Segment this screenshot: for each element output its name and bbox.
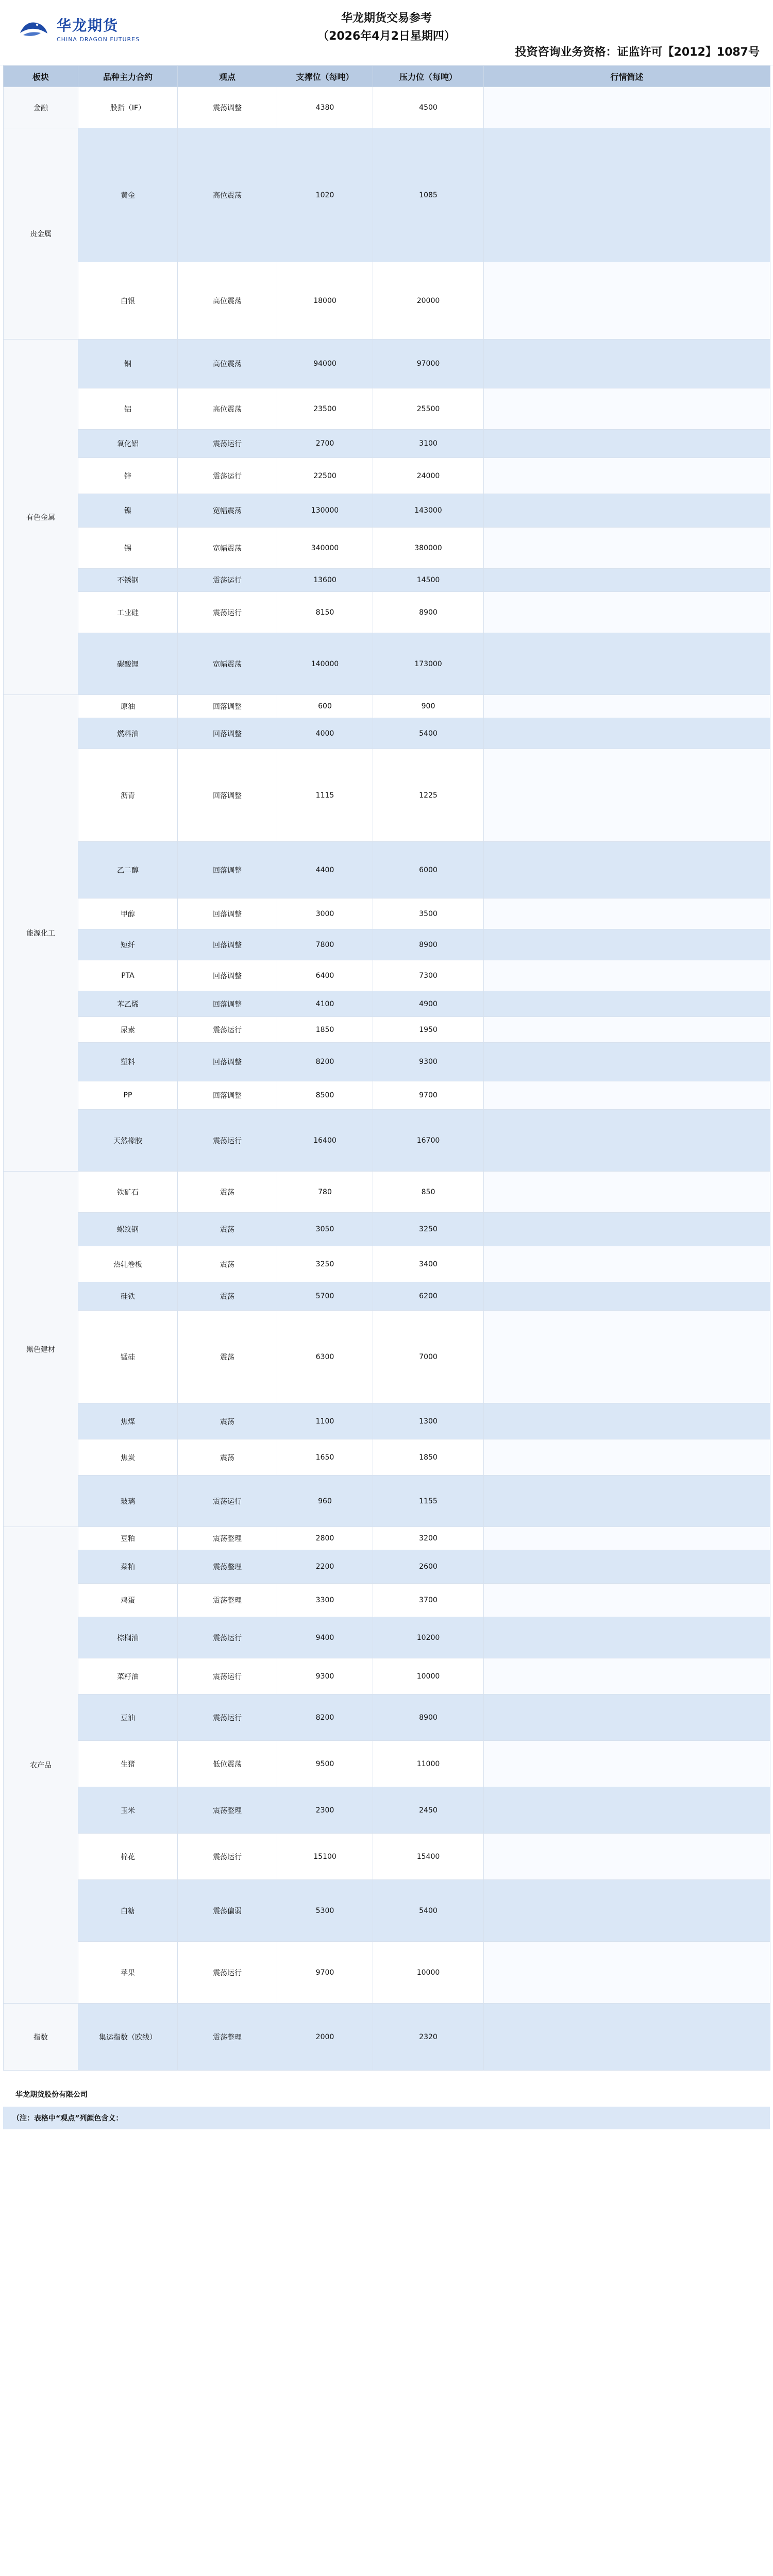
- product-cell: 燃料油: [78, 718, 178, 749]
- view-cell: 回落调整: [178, 960, 277, 991]
- table-row: [4, 1527, 770, 1550]
- view-cell: 震荡运行: [178, 592, 277, 633]
- resistance-cell: 4900: [373, 991, 484, 1017]
- support-cell: 8500: [277, 1081, 373, 1110]
- view-cell: 震荡运行: [178, 430, 277, 458]
- color-legend: [3, 2107, 770, 2129]
- header-support: 支撑位（每吨）: [277, 66, 373, 87]
- legend-tags: [123, 2114, 147, 2122]
- table-row: [4, 430, 770, 458]
- report-date: （2026年4月2日星期四）: [317, 30, 456, 43]
- support-cell: 780: [277, 1172, 373, 1213]
- sector-cell: 能源化工: [4, 695, 78, 1172]
- logic-cell: [484, 494, 770, 528]
- table-row: [4, 1439, 770, 1476]
- resistance-cell: 11000: [373, 1741, 484, 1787]
- table-row: [4, 1476, 770, 1527]
- product-cell: 短纤: [78, 929, 178, 960]
- resistance-cell: 1300: [373, 1403, 484, 1439]
- view-cell: 震荡: [178, 1213, 277, 1246]
- resistance-cell: 3700: [373, 1584, 484, 1617]
- view-cell: 震荡运行: [178, 1476, 277, 1527]
- support-cell: 2300: [277, 1787, 373, 1834]
- view-cell: 低位震荡: [178, 1741, 277, 1787]
- support-cell: 2000: [277, 2004, 373, 2071]
- sector-cell: 贵金属: [4, 128, 78, 340]
- header-resistance: 压力位（每吨）: [373, 66, 484, 87]
- view-cell: 震荡整理: [178, 1550, 277, 1584]
- resistance-cell: 8900: [373, 1694, 484, 1741]
- table-row: [4, 1311, 770, 1403]
- resistance-cell: 10000: [373, 1942, 484, 2004]
- resistance-cell: 16700: [373, 1110, 484, 1172]
- resistance-cell: 1085: [373, 128, 484, 262]
- logic-cell: [484, 1880, 770, 1942]
- resistance-cell: 6200: [373, 1282, 484, 1311]
- product-cell: 铜: [78, 340, 178, 388]
- support-cell: 13600: [277, 569, 373, 592]
- support-cell: 140000: [277, 633, 373, 695]
- resistance-cell: 9300: [373, 1043, 484, 1081]
- view-cell: 震荡运行: [178, 1834, 277, 1880]
- logic-cell: [484, 340, 770, 388]
- view-cell: 高位震荡: [178, 128, 277, 262]
- sector-cell: 金融: [4, 87, 78, 128]
- support-cell: 18000: [277, 262, 373, 340]
- view-cell: 震荡运行: [178, 1617, 277, 1658]
- table-row: [4, 1584, 770, 1617]
- support-cell: 2700: [277, 430, 373, 458]
- brand-name: 华龙期货: [57, 17, 119, 34]
- product-cell: 鸡蛋: [78, 1584, 178, 1617]
- resistance-cell: 7000: [373, 1311, 484, 1403]
- view-cell: 震荡: [178, 1311, 277, 1403]
- view-cell: 震荡: [178, 1282, 277, 1311]
- resistance-cell: 3400: [373, 1246, 484, 1282]
- support-cell: 9300: [277, 1658, 373, 1694]
- support-cell: 9700: [277, 1942, 373, 2004]
- table-row: [4, 1550, 770, 1584]
- view-cell: 震荡: [178, 1403, 277, 1439]
- view-cell: 震荡调整: [178, 87, 277, 128]
- sector-cell: 农产品: [4, 1527, 78, 2004]
- logic-cell: [484, 1110, 770, 1172]
- product-cell: 菜粕: [78, 1550, 178, 1584]
- logic-cell: [484, 1246, 770, 1282]
- product-cell: PTA: [78, 960, 178, 991]
- product-cell: 锌: [78, 458, 178, 494]
- resistance-cell: 143000: [373, 494, 484, 528]
- resistance-cell: 25500: [373, 388, 484, 430]
- resistance-cell: 3250: [373, 1213, 484, 1246]
- support-cell: 1850: [277, 1017, 373, 1043]
- logic-cell: [484, 1741, 770, 1787]
- view-cell: 震荡整理: [178, 1787, 277, 1834]
- view-cell: 回落调整: [178, 991, 277, 1017]
- support-cell: 5700: [277, 1282, 373, 1311]
- product-cell: 碳酸锂: [78, 633, 178, 695]
- resistance-cell: 2450: [373, 1787, 484, 1834]
- logic-cell: [484, 718, 770, 749]
- support-cell: 6400: [277, 960, 373, 991]
- product-cell: 锰硅: [78, 1311, 178, 1403]
- table-row: [4, 1658, 770, 1694]
- product-cell: 玻璃: [78, 1476, 178, 1527]
- product-cell: 热轧卷板: [78, 1246, 178, 1282]
- logic-cell: [484, 592, 770, 633]
- resistance-cell: 20000: [373, 262, 484, 340]
- product-cell: 原油: [78, 695, 178, 718]
- view-cell: 宽幅震荡: [178, 633, 277, 695]
- support-cell: 1020: [277, 128, 373, 262]
- view-cell: 回落调整: [178, 899, 277, 929]
- product-cell: 焦炭: [78, 1439, 178, 1476]
- logic-cell: [484, 128, 770, 262]
- product-cell: 硅铁: [78, 1282, 178, 1311]
- report-title: 华龙期货交易参考: [341, 12, 432, 25]
- logic-cell: [484, 528, 770, 569]
- product-cell: 棉花: [78, 1834, 178, 1880]
- logic-cell: [484, 1617, 770, 1658]
- view-cell: 震荡整理: [178, 2004, 277, 2071]
- table-row: [4, 1213, 770, 1246]
- view-cell: 震荡: [178, 1439, 277, 1476]
- table-row: [4, 991, 770, 1017]
- logic-cell: [484, 1942, 770, 2004]
- support-cell: 16400: [277, 1110, 373, 1172]
- product-cell: 焦煤: [78, 1403, 178, 1439]
- resistance-cell: 380000: [373, 528, 484, 569]
- table-row: [4, 899, 770, 929]
- logic-cell: [484, 633, 770, 695]
- product-cell: 苯乙烯: [78, 991, 178, 1017]
- resistance-cell: 4500: [373, 87, 484, 128]
- table-row: [4, 1172, 770, 1213]
- view-cell: 震荡运行: [178, 458, 277, 494]
- table-row: [4, 1403, 770, 1439]
- table-row: [4, 749, 770, 842]
- disclaimer: [0, 2076, 773, 2083]
- product-cell: 铁矿石: [78, 1172, 178, 1213]
- support-cell: 4380: [277, 87, 373, 128]
- table-row: [4, 1246, 770, 1282]
- product-cell: 豆粕: [78, 1527, 178, 1550]
- table-row: [4, 128, 770, 262]
- product-cell: 苹果: [78, 1942, 178, 2004]
- resistance-cell: 15400: [373, 1834, 484, 1880]
- resistance-cell: 24000: [373, 458, 484, 494]
- view-cell: 震荡整理: [178, 1584, 277, 1617]
- table-row: [4, 1741, 770, 1787]
- support-cell: 9500: [277, 1741, 373, 1787]
- support-cell: 22500: [277, 458, 373, 494]
- resistance-cell: 7300: [373, 960, 484, 991]
- table-row: [4, 960, 770, 991]
- logic-cell: [484, 87, 770, 128]
- header-sector: 板块: [4, 66, 78, 87]
- table-row: [4, 592, 770, 633]
- view-cell: 震荡运行: [178, 1017, 277, 1043]
- logic-cell: [484, 1658, 770, 1694]
- table-row: [4, 1043, 770, 1081]
- logic-cell: [484, 458, 770, 494]
- view-cell: 震荡运行: [178, 1110, 277, 1172]
- table-row: [4, 388, 770, 430]
- table-row: [4, 1942, 770, 2004]
- table-row: [4, 695, 770, 718]
- title-block: [0, 9, 773, 43]
- table-row: [4, 718, 770, 749]
- sector-cell: 指数: [4, 2004, 78, 2071]
- product-cell: 螺纹钢: [78, 1213, 178, 1246]
- product-cell: 集运指数（欧线）: [78, 2004, 178, 2071]
- logic-cell: [484, 1787, 770, 1834]
- product-cell: 白银: [78, 262, 178, 340]
- logic-cell: [484, 749, 770, 842]
- resistance-cell: 850: [373, 1172, 484, 1213]
- view-cell: 震荡: [178, 1172, 277, 1213]
- view-cell: 回落调整: [178, 842, 277, 899]
- resistance-cell: 2320: [373, 2004, 484, 2071]
- support-cell: 3000: [277, 899, 373, 929]
- logic-cell: [484, 430, 770, 458]
- support-cell: 4400: [277, 842, 373, 899]
- logic-cell: [484, 1213, 770, 1246]
- header-product: 品种主力合约: [78, 66, 178, 87]
- product-cell: 菜籽油: [78, 1658, 178, 1694]
- product-cell: 天然橡胶: [78, 1110, 178, 1172]
- resistance-cell: 3100: [373, 430, 484, 458]
- logic-cell: [484, 1439, 770, 1476]
- logic-cell: [484, 262, 770, 340]
- support-cell: 340000: [277, 528, 373, 569]
- support-cell: 4000: [277, 718, 373, 749]
- resistance-cell: 2600: [373, 1550, 484, 1584]
- logic-cell: [484, 1527, 770, 1550]
- view-cell: 回落调整: [178, 1043, 277, 1081]
- logic-cell: [484, 569, 770, 592]
- view-cell: 高位震荡: [178, 262, 277, 340]
- view-cell: 宽幅震荡: [178, 494, 277, 528]
- table-row: [4, 929, 770, 960]
- support-cell: 94000: [277, 340, 373, 388]
- logic-cell: [484, 1694, 770, 1741]
- view-cell: 回落调整: [178, 1081, 277, 1110]
- support-cell: 23500: [277, 388, 373, 430]
- table-row: [4, 262, 770, 340]
- resistance-cell: 1225: [373, 749, 484, 842]
- table-row: [4, 528, 770, 569]
- support-cell: 2800: [277, 1527, 373, 1550]
- product-cell: 股指（IF）: [78, 87, 178, 128]
- header-view: 观点: [178, 66, 277, 87]
- sector-cell: 黑色建材: [4, 1172, 78, 1527]
- view-cell: 震荡偏弱: [178, 1880, 277, 1942]
- table-row: [4, 1880, 770, 1942]
- resistance-cell: 173000: [373, 633, 484, 695]
- view-cell: 宽幅震荡: [178, 528, 277, 569]
- support-cell: 5300: [277, 1880, 373, 1942]
- resistance-cell: 3200: [373, 1527, 484, 1550]
- product-cell: 塑料: [78, 1043, 178, 1081]
- view-cell: 震荡运行: [178, 1942, 277, 2004]
- product-cell: 棕榈油: [78, 1617, 178, 1658]
- product-cell: 氧化铝: [78, 430, 178, 458]
- table-row: [4, 1081, 770, 1110]
- report-header: [0, 0, 773, 65]
- logic-cell: [484, 1282, 770, 1311]
- resistance-cell: 14500: [373, 569, 484, 592]
- table-row: [4, 1282, 770, 1311]
- table-row: [4, 458, 770, 494]
- resistance-cell: 6000: [373, 842, 484, 899]
- support-cell: 8200: [277, 1694, 373, 1741]
- support-cell: 1115: [277, 749, 373, 842]
- resistance-cell: 10200: [373, 1617, 484, 1658]
- logic-cell: [484, 1311, 770, 1403]
- view-cell: 回落调整: [178, 929, 277, 960]
- logic-cell: [484, 1081, 770, 1110]
- product-cell: 镍: [78, 494, 178, 528]
- resistance-cell: 1950: [373, 1017, 484, 1043]
- company-name: 华龙期货股份有限公司: [15, 2091, 88, 2099]
- logic-cell: [484, 1017, 770, 1043]
- header-logic: 行情简述: [484, 66, 770, 87]
- product-cell: 工业硅: [78, 592, 178, 633]
- table-row: [4, 1694, 770, 1741]
- license-text: 投资咨询业务资格：证监许可【2012】1087号: [515, 46, 760, 59]
- product-cell: 甲醇: [78, 899, 178, 929]
- table-row: [4, 569, 770, 592]
- support-cell: 8150: [277, 592, 373, 633]
- table-row: [4, 1017, 770, 1043]
- table-row: [4, 1834, 770, 1880]
- product-cell: 玉米: [78, 1787, 178, 1834]
- resistance-cell: 97000: [373, 340, 484, 388]
- view-cell: 震荡运行: [178, 1658, 277, 1694]
- logic-cell: [484, 388, 770, 430]
- logic-cell: [484, 842, 770, 899]
- logic-cell: [484, 1550, 770, 1584]
- resistance-cell: 1850: [373, 1439, 484, 1476]
- support-cell: 15100: [277, 1834, 373, 1880]
- table-row: [4, 87, 770, 128]
- view-cell: 震荡运行: [178, 569, 277, 592]
- product-cell: PP: [78, 1081, 178, 1110]
- support-cell: 8200: [277, 1043, 373, 1081]
- support-cell: 3250: [277, 1246, 373, 1282]
- support-cell: 9400: [277, 1617, 373, 1658]
- product-cell: 不锈钢: [78, 569, 178, 592]
- view-cell: 震荡整理: [178, 1527, 277, 1550]
- table-row: [4, 633, 770, 695]
- support-cell: 1100: [277, 1403, 373, 1439]
- support-cell: 600: [277, 695, 373, 718]
- logic-cell: [484, 960, 770, 991]
- support-cell: 3050: [277, 1213, 373, 1246]
- view-cell: 高位震荡: [178, 388, 277, 430]
- sector-cell: 有色金属: [4, 340, 78, 695]
- logic-cell: [484, 1584, 770, 1617]
- support-cell: 2200: [277, 1550, 373, 1584]
- support-cell: 7800: [277, 929, 373, 960]
- view-cell: 震荡: [178, 1246, 277, 1282]
- logic-cell: [484, 991, 770, 1017]
- table-header-row: [4, 66, 770, 87]
- table-row: [4, 340, 770, 388]
- view-cell: 回落调整: [178, 718, 277, 749]
- table-row: [4, 1110, 770, 1172]
- product-cell: 乙二醇: [78, 842, 178, 899]
- table-wrap: [0, 65, 773, 2071]
- support-cell: 130000: [277, 494, 373, 528]
- support-cell: 3300: [277, 1584, 373, 1617]
- view-cell: 震荡运行: [178, 1694, 277, 1741]
- product-cell: 黄金: [78, 128, 178, 262]
- product-cell: 尿素: [78, 1017, 178, 1043]
- logic-cell: [484, 1403, 770, 1439]
- resistance-cell: 8900: [373, 592, 484, 633]
- product-cell: 铝: [78, 388, 178, 430]
- table-row: [4, 494, 770, 528]
- support-cell: 960: [277, 1476, 373, 1527]
- product-cell: 沥青: [78, 749, 178, 842]
- support-cell: 6300: [277, 1311, 373, 1403]
- logic-cell: [484, 1172, 770, 1213]
- logic-cell: [484, 695, 770, 718]
- view-cell: 回落调整: [178, 695, 277, 718]
- table-row: [4, 1617, 770, 1658]
- logic-cell: [484, 1476, 770, 1527]
- logic-cell: [484, 2004, 770, 2071]
- resistance-cell: 8900: [373, 929, 484, 960]
- logic-cell: [484, 899, 770, 929]
- reference-table: [3, 65, 770, 2071]
- support-cell: 4100: [277, 991, 373, 1017]
- resistance-cell: 3500: [373, 899, 484, 929]
- resistance-cell: 5400: [373, 718, 484, 749]
- logic-cell: [484, 929, 770, 960]
- resistance-cell: 5400: [373, 1880, 484, 1942]
- brand-name-en: CHINA DRAGON FUTURES: [57, 36, 140, 43]
- resistance-cell: 900: [373, 695, 484, 718]
- table-row: [4, 2004, 770, 2071]
- view-cell: 回落调整: [178, 749, 277, 842]
- legend-prefix: （注：表格中“观点”列颜色含义：: [12, 2114, 123, 2123]
- logic-cell: [484, 1043, 770, 1081]
- view-cell: 高位震荡: [178, 340, 277, 388]
- table-row: [4, 1787, 770, 1834]
- table-row: [4, 842, 770, 899]
- product-cell: 豆油: [78, 1694, 178, 1741]
- resistance-cell: 1155: [373, 1476, 484, 1527]
- product-cell: 锡: [78, 528, 178, 569]
- product-cell: 生猪: [78, 1741, 178, 1787]
- resistance-cell: 9700: [373, 1081, 484, 1110]
- resistance-cell: 10000: [373, 1658, 484, 1694]
- product-cell: 白糖: [78, 1880, 178, 1942]
- support-cell: 1650: [277, 1439, 373, 1476]
- logic-cell: [484, 1834, 770, 1880]
